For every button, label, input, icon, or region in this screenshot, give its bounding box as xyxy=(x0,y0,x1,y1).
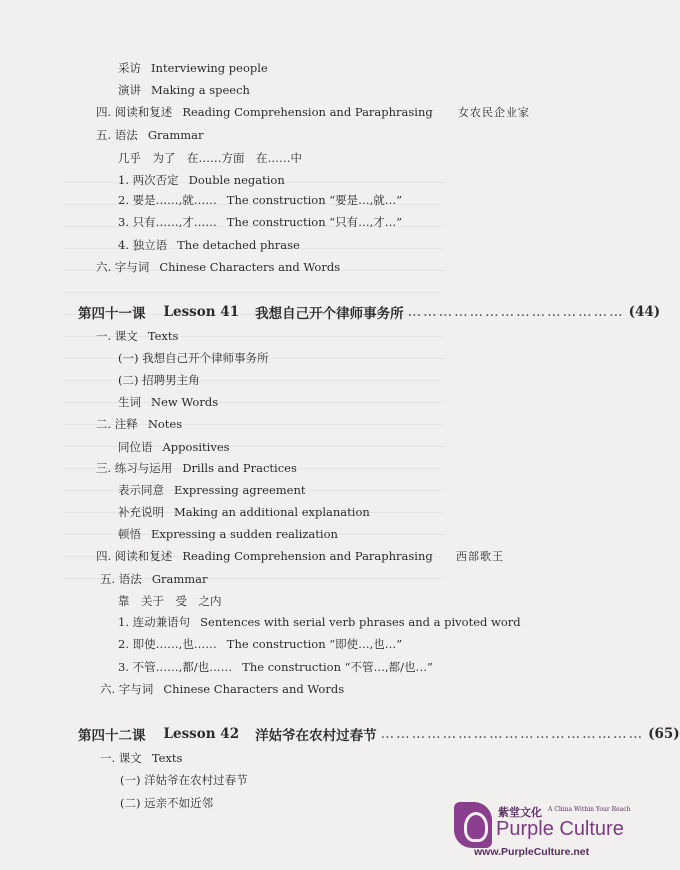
toc-line: 4. 独立语 The detached phrase xyxy=(118,238,300,252)
toc-line: 同位语 Appositives xyxy=(118,440,230,454)
toc-line: 一. 课文 Texts xyxy=(100,751,183,765)
toc-line: 表示同意 Expressing agreement xyxy=(118,483,306,497)
toc-line: 采访 Interviewing people xyxy=(118,61,268,75)
toc-line: 3. 只有……,才…… The construction “只有…,才…” xyxy=(118,215,403,229)
page-number: (44) xyxy=(628,304,661,320)
toc-line: 生词 New Words xyxy=(118,395,219,409)
side-note: 西部歌王 xyxy=(456,550,504,563)
toc-line: 靠 关于 受 之内 xyxy=(118,594,222,608)
seal-icon xyxy=(454,802,492,848)
page-number: (65) xyxy=(648,726,680,742)
toc-line: (二) 远亲不如近邻 xyxy=(120,796,214,810)
toc-line: 2. 要是……,就…… The construction “要是…,就…” xyxy=(118,193,403,207)
side-note: 女农民企业家 xyxy=(458,106,530,119)
toc-line: (一) 洋姑爷在农村过春节 xyxy=(120,773,248,787)
toc-line: 补充说明 Making an additional explanation xyxy=(118,505,370,519)
toc-line: 演讲 Making a speech xyxy=(118,83,250,97)
toc-line: (一) 我想自己开个律师事务所 xyxy=(118,351,269,365)
toc-line: 五. 语法 Grammar xyxy=(100,572,208,586)
toc-line: 一. 课文 Texts xyxy=(96,329,179,343)
toc-line: 1. 连动兼语句 Sentences with serial verb phrases and a pivoted word xyxy=(118,615,521,629)
toc-line: 二. 注释 Notes xyxy=(96,417,183,431)
toc-line: 几乎 为了 在……方面 在……中 xyxy=(118,151,302,165)
toc-line: 四. 阅读和复述 Reading Comprehension and Paraphrasing xyxy=(96,105,433,119)
toc-line: 1. 两次否定 Double negation xyxy=(118,173,285,187)
toc-line: 2. 即使……,也…… The construction “即使…,也…” xyxy=(118,637,403,651)
toc-line: 顿悟 Expressing a sudden realization xyxy=(118,527,338,541)
lesson-heading: 第四十二课 Lesson 42 洋姑爷在农村过春节 …………………………………………… (65) xyxy=(78,726,680,744)
toc-line: 六. 字与词 Chinese Characters and Words xyxy=(100,682,345,696)
toc-line: 六. 字与词 Chinese Characters and Words xyxy=(96,260,341,274)
toc-line: 五. 语法 Grammar xyxy=(96,128,204,142)
toc-line: 3. 不管……,都/也…… The construction “不管…,都/也…” xyxy=(118,660,433,674)
purple-culture-logo: 紫堂文化 A China Within Your Reach Purple Culture www.PurpleCulture.net xyxy=(448,802,600,870)
toc-line: 四. 阅读和复述 Reading Comprehension and Paraphrasing xyxy=(96,549,433,563)
toc-line: (二) 招聘男主角 xyxy=(118,373,200,387)
lesson-heading: 第四十一课 Lesson 41 我想自己开个律师事务所 …………………………………… (44) xyxy=(78,304,661,322)
toc-line: 三. 练习与运用 Drills and Practices xyxy=(96,461,297,475)
